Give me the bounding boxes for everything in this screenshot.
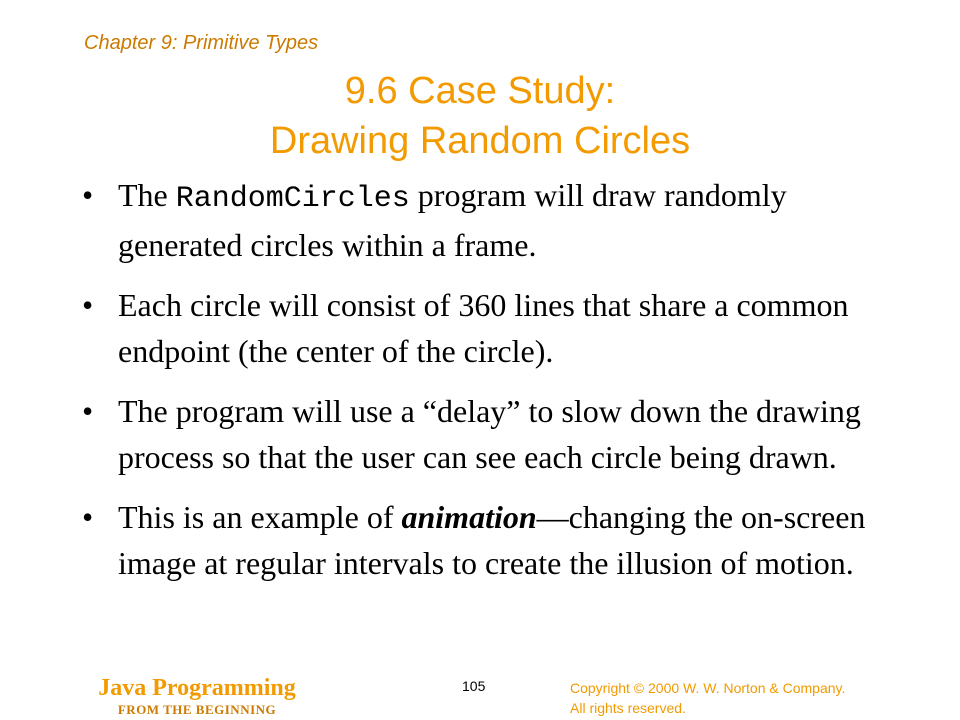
bullet-1-post: program will draw randomly generated circles within a frame. — [118, 177, 787, 263]
emphasis-animation: animation — [401, 499, 537, 535]
bullet-item — [82, 172, 882, 268]
bullet-3-text: The program will use a “delay” to slow down the drawing process so that the user can see each circle being drawn. — [118, 393, 861, 475]
bullet-1-pre: The — [118, 177, 176, 213]
copyright-line-1: Copyright © 2000 W. W. Norton & Company. — [570, 680, 846, 696]
copyright-line-2: All rights reserved. — [570, 700, 686, 716]
title-line-1: 9.6 Case Study: — [344, 70, 616, 112]
title-line-2: Drawing Random Circles — [269, 120, 691, 162]
copyright — [570, 678, 845, 718]
bullet-4-post: —changing the on-screen image at regular intervals to create the illusion of motion. — [118, 499, 866, 581]
bullet-dot-icon: • — [82, 499, 94, 535]
bullet-dot-icon: • — [82, 287, 94, 323]
bullet-2-text: Each circle will consist of 360 lines that share a common endpoint (the center of the circle). — [118, 287, 849, 369]
bullet-item — [82, 388, 882, 480]
bullet-item — [82, 494, 882, 586]
footer-brand — [82, 674, 312, 718]
bullet-dot-icon: • — [82, 393, 94, 429]
slide-title — [0, 66, 960, 166]
code-randomcircles: RandomCircles — [175, 182, 410, 216]
brand-subtitle: FROM THE BEGINNING — [117, 702, 277, 717]
bullet-item — [82, 282, 882, 374]
brand-title: Java Programming — [98, 675, 296, 701]
page-number: 105 — [462, 678, 486, 694]
bullet-dot-icon: • — [82, 177, 94, 213]
bullet-list — [82, 172, 882, 600]
chapter-label: Chapter 9: Primitive Types — [84, 32, 319, 54]
bullet-4-pre: This is an example of — [118, 499, 402, 535]
